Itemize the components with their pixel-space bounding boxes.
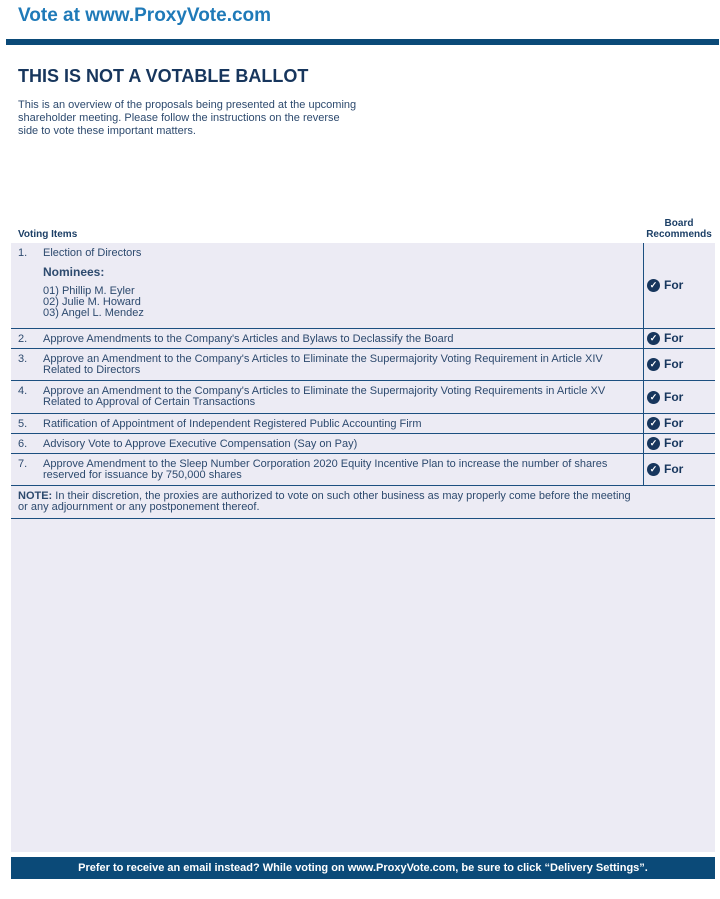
recommendation: For <box>664 357 684 371</box>
item-text: Approve an Amendment to the Company's Articles to Eliminate the Supermajority Voting Requirement in Article XIV Related to Directors <box>43 353 603 376</box>
checkmark-icon: ✓ <box>647 332 660 345</box>
footer-banner: Prefer to receive an email instead? While voting on www.ProxyVote.com, be sure to click “Delivery Settings”. <box>11 857 715 879</box>
nominee: 01) Phillip M. Eyler <box>43 285 135 297</box>
voting-item-1 <box>11 243 715 329</box>
voting-item-3 <box>11 349 715 381</box>
voting-item-2 <box>11 329 715 349</box>
item-text: Approve Amendment to the Sleep Number Corporation 2020 Equity Incentive Plan to increase the number of shares reserved for issuance by 750,000 shares <box>43 458 608 481</box>
item-text: Approve an Amendment to the Company's Articles to Eliminate the Supermajority Voting Requirements in Article XV Related to Approval of Certain Transactions <box>43 385 606 408</box>
item-number: 1. <box>18 247 28 259</box>
proxyvote-header: Vote at www.ProxyVote.com <box>18 5 272 26</box>
checkmark-icon: ✓ <box>647 463 660 476</box>
checkmark-icon: ✓ <box>647 391 660 404</box>
item-number: 5. <box>18 418 28 430</box>
recommendation: For <box>664 331 684 345</box>
item-text: Ratification of Appointment of Independent Registered Public Accounting Firm <box>43 418 422 430</box>
item-number: 4. <box>18 385 28 397</box>
recommendation: For <box>664 416 684 430</box>
note-body: In their discretion, the proxies are authorized to vote on such other business as may properly come before the meeting or any adjournment or any postponement thereof. <box>18 490 631 513</box>
header-divider <box>6 39 719 45</box>
item-text: Approve Amendments to the Company's Articles and Bylaws to Declassify the Board <box>43 333 454 345</box>
voting-item-6 <box>11 434 715 454</box>
intro-text: This is an overview of the proposals being presented at the upcoming shareholder meeting. Please follow the instructions on the reverse side to vote these important matters. <box>18 99 357 137</box>
checkmark-icon: ✓ <box>647 437 660 450</box>
checkmark-icon: ✓ <box>647 417 660 430</box>
checkmark-icon: ✓ <box>647 279 660 292</box>
nominee: 02) Julie M. Howard <box>43 296 141 308</box>
nominee: 03) Angel L. Mendez <box>43 307 144 319</box>
item-text: Advisory Vote to Approve Executive Compensation (Say on Pay) <box>43 438 358 450</box>
item-number: 6. <box>18 438 28 450</box>
voting-item-5 <box>11 414 715 434</box>
item-number: 3. <box>18 353 28 365</box>
note-text <box>18 491 638 513</box>
voting-item-4 <box>11 381 715 414</box>
checkmark-icon: ✓ <box>647 358 660 371</box>
item-number: 7. <box>18 458 28 470</box>
voting-item-7 <box>11 454 715 486</box>
recommendation: For <box>664 278 684 292</box>
recommendation: For <box>664 436 684 450</box>
voting-items-header: Voting Items <box>18 229 78 240</box>
nominees-label: Nominees: <box>43 265 105 279</box>
note-label: NOTE: <box>18 490 53 502</box>
item-text: Election of Directors <box>43 247 142 259</box>
recommendation: For <box>664 389 684 404</box>
item-number: 2. <box>18 333 28 345</box>
recommendation: For <box>664 462 684 476</box>
board-recommends-header: Board Recommends <box>646 218 712 240</box>
page-title: THIS IS NOT A VOTABLE BALLOT <box>18 66 309 86</box>
